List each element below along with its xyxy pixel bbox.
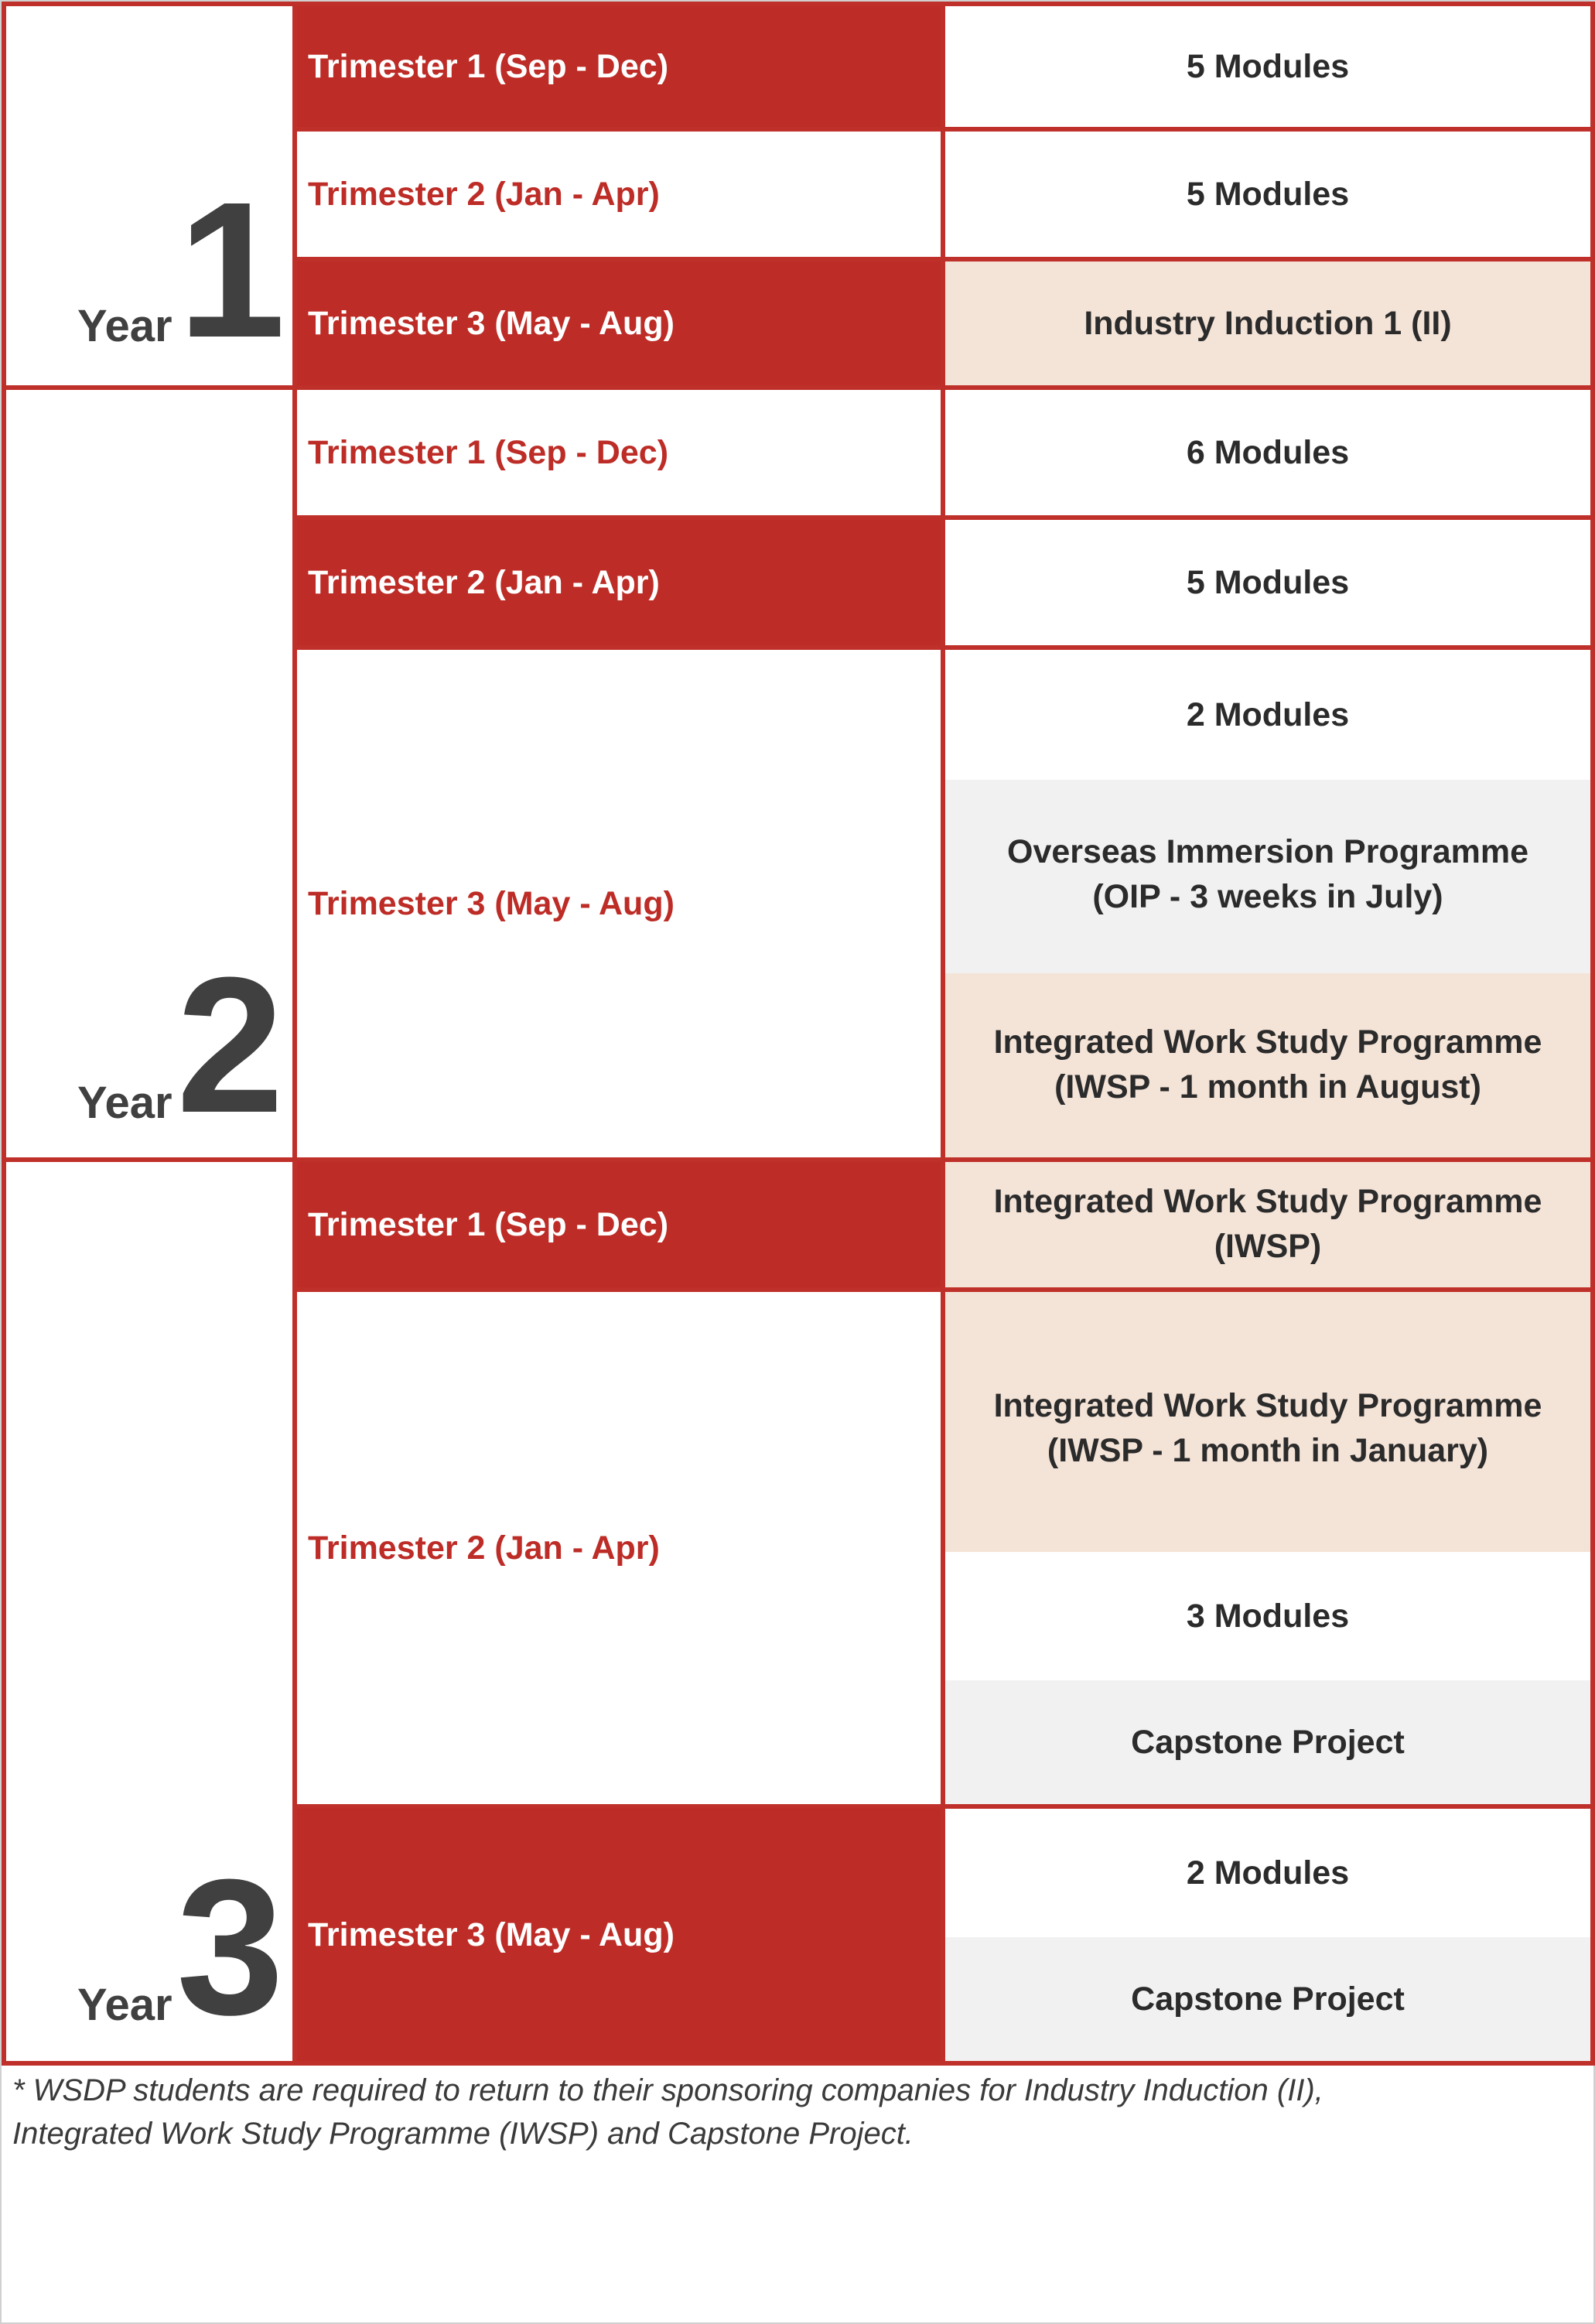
y2-t3-iwsp: Integrated Work Study Programme (IWSP - 1 month in August)	[945, 973, 1590, 1157]
y2-trimester-1	[292, 385, 945, 520]
y2-trimester-3	[292, 645, 945, 1162]
year-3-number: 3	[176, 1839, 285, 2055]
trimester-label: Trimester 1 (Sep - Dec)	[308, 47, 669, 85]
trimester-label: Trimester 2 (Jan - Apr)	[308, 175, 660, 213]
y3-trimester-1	[292, 1157, 945, 1292]
y2-t3-oip: Overseas Immersion Programme (OIP - 3 weeks in July)	[945, 780, 1590, 973]
y1-t2-modules: 5 Modules	[941, 127, 1595, 261]
trimester-label: Trimester 1 (Sep - Dec)	[308, 1205, 669, 1243]
trimester-label: Trimester 1 (Sep - Dec)	[308, 433, 669, 471]
y2-trimester-2	[292, 515, 945, 650]
y1-trimester-3	[292, 257, 945, 390]
trimester-label: Trimester 2 (Jan - Apr)	[308, 1529, 660, 1567]
year-2-word: Year	[77, 1078, 172, 1128]
y3-t3-modules: 2 Modules	[945, 1809, 1590, 1937]
y1-t3-industry-induction: Industry Induction 1 (II)	[941, 257, 1595, 390]
year-2-number: 2	[176, 937, 285, 1153]
y3-t3-group	[941, 1804, 1595, 2066]
y3-t2-modules: 3 Modules	[945, 1552, 1590, 1680]
y3-trimester-2	[292, 1287, 945, 1809]
y3-t2-group	[941, 1287, 1595, 1809]
trimester-label: Trimester 3 (May - Aug)	[308, 304, 675, 342]
y1-t1-modules: 5 Modules	[941, 2, 1595, 132]
trimester-label: Trimester 2 (Jan - Apr)	[308, 563, 660, 601]
year-3-word: Year	[77, 1980, 172, 2030]
year-1-number: 1	[178, 162, 286, 378]
footnote	[12, 2069, 1583, 2155]
year-1-word: Year	[77, 301, 172, 351]
y3-t3-capstone: Capstone Project	[945, 1937, 1590, 2061]
y1-trimester-2	[292, 127, 945, 261]
y3-trimester-3	[292, 1804, 945, 2066]
trimester-label: Trimester 3 (May - Aug)	[308, 884, 675, 922]
footnote-line-2: Integrated Work Study Programme (IWSP) and Capstone Project.	[12, 2117, 914, 2151]
year-1-block	[2, 2, 297, 390]
y3-t2-capstone: Capstone Project	[945, 1680, 1590, 1804]
y1-trimester-1	[292, 2, 945, 132]
y3-t1-iwsp: Integrated Work Study Programme (IWSP)	[941, 1157, 1595, 1292]
trimester-label: Trimester 3 (May - Aug)	[308, 1916, 675, 1953]
y2-t3-modules: 2 Modules	[945, 650, 1590, 780]
y3-t2-iwsp: Integrated Work Study Programme (IWSP - 1 month in January)	[945, 1292, 1590, 1552]
y2-t2-modules: 5 Modules	[941, 515, 1595, 650]
year-3-block	[2, 1157, 297, 2066]
y2-t1-modules: 6 Modules	[941, 385, 1595, 520]
footnote-line-1: * WSDP students are required to return to their sponsoring companies for Industry Induction (II),	[12, 2073, 1323, 2107]
y2-t3-group	[941, 645, 1595, 1162]
year-2-block	[2, 385, 297, 1162]
